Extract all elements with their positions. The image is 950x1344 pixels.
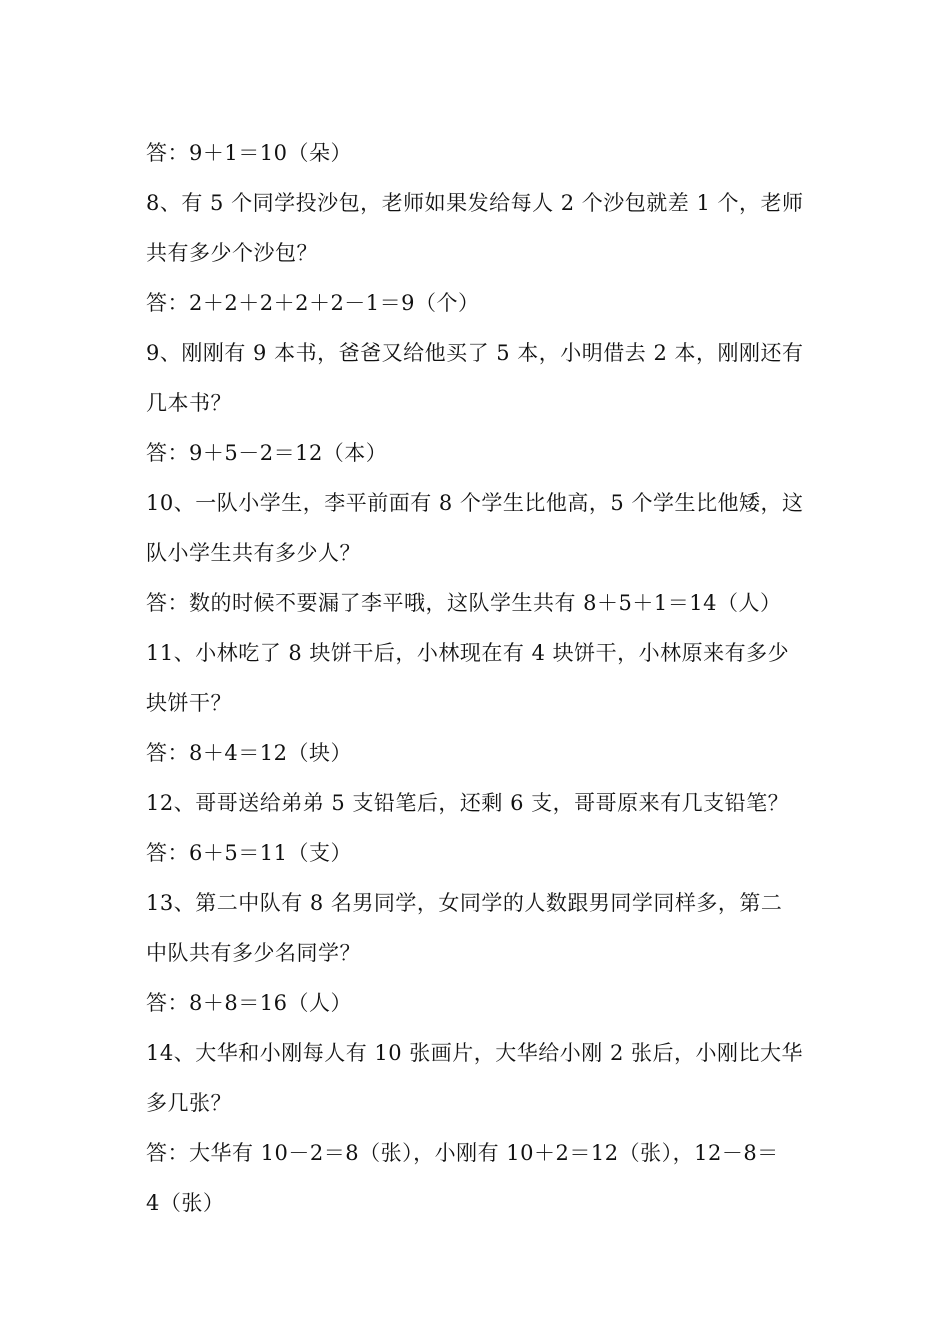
question-line: 9、刚刚有 9 本书，爸爸又给他买了 5 本，小明借去 2 本，刚刚还有 xyxy=(146,341,804,365)
answer-line: 答：6＋5＝11（支） xyxy=(146,841,352,865)
answer-line: 答：8＋4＝12（块） xyxy=(146,741,352,765)
question-line: 11、小林吃了 8 块饼干后，小林现在有 4 块饼干，小林原来有多少 xyxy=(146,641,790,665)
answer-line: 答：大华有 10－2＝8（张），小刚有 10＋2＝12（张），12－8＝ xyxy=(146,1141,779,1165)
question-line: 多几张？ xyxy=(146,1091,232,1115)
question-line: 10、一队小学生，李平前面有 8 个学生比他高，5 个学生比他矮，这 xyxy=(146,491,804,515)
answer-line: 答：数的时候不要漏了李平哦，这队学生共有 8＋5＋1＝14（人） xyxy=(146,591,782,615)
question-line: 块饼干？ xyxy=(146,691,232,715)
question-line: 13、第二中队有 8 名男同学，女同学的人数跟男同学同样多，第二 xyxy=(146,891,783,915)
question-line: 几本书？ xyxy=(146,391,232,415)
question-line: 共有多少个沙包？ xyxy=(146,241,318,265)
question-line: 队小学生共有多少人？ xyxy=(146,541,361,565)
question-line: 8、有 5 个同学投沙包，老师如果发给每人 2 个沙包就差 1 个，老师 xyxy=(146,191,804,215)
document-body xyxy=(146,128,810,1228)
question-line: 中队共有多少名同学？ xyxy=(146,941,361,965)
answer-line: 答：2＋2＋2＋2＋2－1＝9（个） xyxy=(146,291,480,315)
answer-line: 答：9＋5－2＝12（本） xyxy=(146,441,388,465)
answer-line: 答：9＋1＝10（朵） xyxy=(146,141,352,165)
question-line: 14、大华和小刚每人有 10 张画片，大华给小刚 2 张后，小刚比大华 xyxy=(146,1041,804,1065)
answer-line: 答：8＋8＝16（人） xyxy=(146,991,352,1015)
answer-line: 4（张） xyxy=(146,1191,225,1215)
question-line: 12、哥哥送给弟弟 5 支铅笔后，还剩 6 支，哥哥原来有几支铅笔？ xyxy=(146,791,790,815)
